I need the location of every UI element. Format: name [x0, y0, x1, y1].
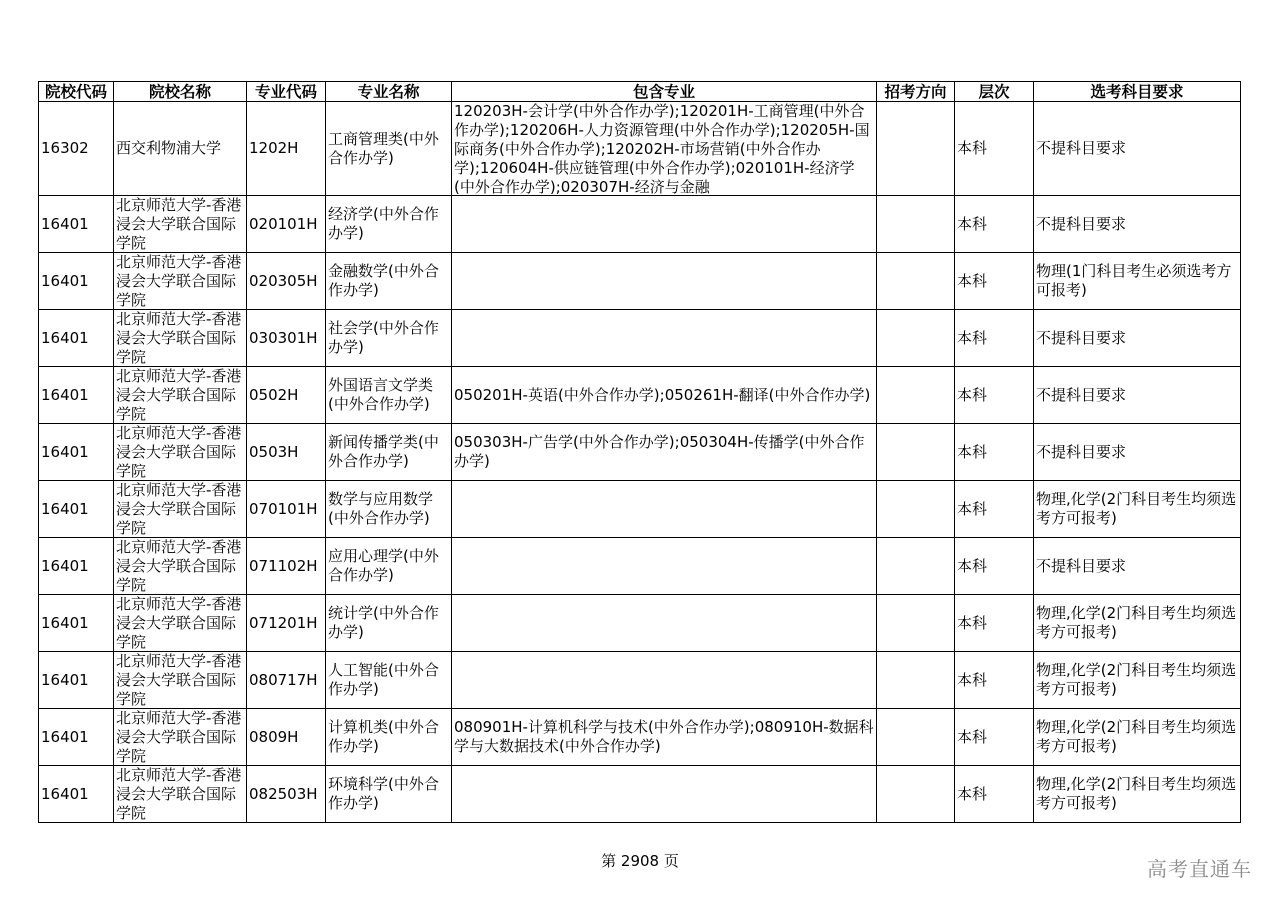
header-major-name: 专业名称 — [326, 82, 452, 102]
cell-school-code — [39, 102, 114, 196]
cell-major-code — [247, 196, 326, 253]
cell-text: 本科 — [957, 442, 988, 461]
cell-level — [955, 367, 1034, 424]
cell-text: 数学与应用数学(中外合作办学) — [328, 490, 434, 527]
cell-text: 北京师范大学-香港浸会大学联合国际学院 — [116, 538, 242, 594]
cell-text: 本科 — [957, 385, 988, 404]
cell-major-name — [326, 766, 452, 823]
cell-text: 本科 — [957, 271, 988, 290]
cell-major-code — [247, 253, 326, 310]
cell-includes — [452, 424, 877, 481]
header-level: 层次 — [955, 82, 1034, 102]
cell-major-name — [326, 481, 452, 538]
cell-level — [955, 481, 1034, 538]
cell-text: 西交利物浦大学 — [116, 139, 222, 157]
cell-direction — [877, 595, 955, 652]
cell-text: 北京师范大学-香港浸会大学联合国际学院 — [116, 595, 242, 651]
cell-includes — [452, 709, 877, 766]
cell-level — [955, 652, 1034, 709]
cell-text: 本科 — [957, 613, 988, 632]
cell-requirement — [1034, 310, 1241, 367]
cell-requirement — [1034, 196, 1241, 253]
table-row — [39, 481, 1241, 538]
cell-text: 计算机类(中外合作办学) — [328, 718, 439, 755]
cell-direction — [877, 481, 955, 538]
page-number: 第 2908 页 — [601, 852, 679, 870]
cell-text: 16401 — [41, 271, 89, 290]
cell-major-code — [247, 424, 326, 481]
table-row — [39, 367, 1241, 424]
cell-text: 物理(1门科目考生必须选考方可报考) — [1036, 262, 1232, 299]
header-direction: 招考方向 — [877, 82, 955, 102]
cell-major-name — [326, 367, 452, 424]
cell-text: 050303H-广告学(中外合作办学);050304H-传播学(中外合作办学) — [454, 433, 865, 470]
header-includes: 包含专业 — [452, 82, 877, 102]
cell-text: 北京师范大学-香港浸会大学联合国际学院 — [116, 652, 242, 708]
cell-school-code — [39, 367, 114, 424]
cell-requirement — [1034, 595, 1241, 652]
cell-text: 不提科目要求 — [1036, 556, 1127, 575]
cell-text: 北京师范大学-香港浸会大学联合国际学院 — [116, 481, 242, 537]
cell-direction — [877, 310, 955, 367]
cell-school-code — [39, 253, 114, 310]
cell-school-name — [114, 310, 247, 367]
cell-direction — [877, 367, 955, 424]
cell-major-name — [326, 196, 452, 253]
cell-text: 本科 — [957, 139, 988, 157]
cell-level — [955, 102, 1034, 196]
cell-level — [955, 595, 1034, 652]
admissions-table-container — [38, 81, 1240, 823]
cell-text: 050201H-英语(中外合作办学);050261H-翻译(中外合作办学) — [454, 385, 871, 404]
header-requirement: 选考科目要求 — [1034, 82, 1241, 102]
cell-text: 不提科目要求 — [1036, 385, 1127, 404]
cell-school-name — [114, 481, 247, 538]
admissions-table — [38, 81, 1241, 823]
cell-text: 新闻传播学类(中外合作办学) — [328, 433, 439, 470]
cell-requirement — [1034, 481, 1241, 538]
cell-text: 082503H — [249, 784, 318, 803]
cell-text: 物理,化学(2门科目考生均须选考方可报考) — [1036, 490, 1237, 527]
cell-includes — [452, 538, 877, 595]
cell-text: 0809H — [249, 727, 299, 746]
cell-direction — [877, 253, 955, 310]
cell-text: 工商管理类(中外合作办学) — [328, 129, 439, 167]
cell-direction — [877, 102, 955, 196]
cell-includes — [452, 652, 877, 709]
cell-school-code — [39, 310, 114, 367]
cell-text: 16302 — [41, 139, 89, 157]
cell-text: 16401 — [41, 784, 89, 803]
cell-text: 北京师范大学-香港浸会大学联合国际学院 — [116, 253, 242, 309]
cell-includes — [452, 196, 877, 253]
table-row — [39, 196, 1241, 253]
cell-requirement — [1034, 424, 1241, 481]
cell-requirement — [1034, 652, 1241, 709]
cell-school-name — [114, 424, 247, 481]
cell-level — [955, 538, 1034, 595]
cell-level — [955, 424, 1034, 481]
cell-major-code — [247, 766, 326, 823]
cell-school-name — [114, 102, 247, 196]
cell-includes — [452, 766, 877, 823]
cell-includes — [452, 595, 877, 652]
cell-text: 本科 — [957, 784, 988, 803]
cell-major-name — [326, 310, 452, 367]
cell-text: 本科 — [957, 499, 988, 518]
cell-requirement — [1034, 102, 1241, 196]
cell-school-code — [39, 196, 114, 253]
cell-school-name — [114, 709, 247, 766]
cell-school-name — [114, 595, 247, 652]
cell-direction — [877, 766, 955, 823]
cell-text: 080717H — [249, 670, 318, 689]
cell-level — [955, 709, 1034, 766]
cell-text: 120203H-会计学(中外合作办学);120201H-工商管理(中外合作办学);120206H-人力资源管理(中外合作办学);120205H-国际商务(中外合作办学);120202H-市场营销(中外合作办学);120604H-供应链管理(中外合作办学);020101H-经济学(中外合作办学);020307H-经济与金融 — [454, 102, 870, 195]
cell-school-code — [39, 709, 114, 766]
watermark-text: 高考直通车 — [1147, 857, 1252, 881]
cell-text: 071102H — [249, 556, 318, 575]
cell-school-code — [39, 481, 114, 538]
cell-requirement — [1034, 709, 1241, 766]
cell-major-code — [247, 481, 326, 538]
cell-text: 本科 — [957, 214, 988, 233]
header-major-code: 专业代码 — [247, 82, 326, 102]
header-row — [39, 82, 1241, 102]
cell-school-name — [114, 196, 247, 253]
cell-text: 统计学(中外合作办学) — [328, 604, 439, 641]
cell-includes — [452, 310, 877, 367]
cell-school-name — [114, 766, 247, 823]
cell-text: 16401 — [41, 442, 89, 461]
cell-requirement — [1034, 253, 1241, 310]
cell-includes — [452, 102, 877, 196]
cell-text: 020305H — [249, 271, 318, 290]
header-school-name: 院校名称 — [114, 82, 247, 102]
cell-school-code — [39, 766, 114, 823]
cell-text: 北京师范大学-香港浸会大学联合国际学院 — [116, 310, 242, 366]
cell-major-code — [247, 310, 326, 367]
cell-text: 本科 — [957, 556, 988, 575]
cell-text: 16401 — [41, 499, 89, 518]
cell-text: 北京师范大学-香港浸会大学联合国际学院 — [116, 367, 242, 423]
cell-major-name — [326, 595, 452, 652]
cell-text: 16401 — [41, 385, 89, 404]
cell-text: 0503H — [249, 442, 299, 461]
cell-text: 1202H — [249, 139, 299, 157]
cell-text: 16401 — [41, 613, 89, 632]
cell-text: 070101H — [249, 499, 318, 518]
cell-requirement — [1034, 367, 1241, 424]
table-row — [39, 102, 1241, 196]
table-row — [39, 253, 1241, 310]
cell-text: 环境科学(中外合作办学) — [328, 775, 439, 812]
cell-level — [955, 253, 1034, 310]
cell-direction — [877, 196, 955, 253]
cell-text: 16401 — [41, 670, 89, 689]
cell-school-code — [39, 595, 114, 652]
cell-text: 080901H-计算机科学与技术(中外合作办学);080910H-数据科学与大数据技术(中外合作办学) — [454, 718, 874, 755]
table-row — [39, 538, 1241, 595]
cell-text: 16401 — [41, 328, 89, 347]
cell-direction — [877, 652, 955, 709]
cell-school-name — [114, 367, 247, 424]
cell-text: 北京师范大学-香港浸会大学联合国际学院 — [116, 424, 242, 480]
cell-text: 本科 — [957, 727, 988, 746]
cell-text: 020101H — [249, 214, 318, 233]
cell-major-name — [326, 102, 452, 196]
cell-direction — [877, 709, 955, 766]
cell-text: 不提科目要求 — [1036, 442, 1127, 461]
cell-text: 本科 — [957, 328, 988, 347]
cell-level — [955, 310, 1034, 367]
cell-direction — [877, 538, 955, 595]
cell-includes — [452, 253, 877, 310]
header-school-code: 院校代码 — [39, 82, 114, 102]
cell-school-code — [39, 538, 114, 595]
cell-major-code — [247, 367, 326, 424]
cell-includes — [452, 367, 877, 424]
cell-level — [955, 196, 1034, 253]
table-row — [39, 424, 1241, 481]
cell-text: 不提科目要求 — [1036, 328, 1127, 347]
cell-text: 030301H — [249, 328, 318, 347]
cell-major-name — [326, 253, 452, 310]
table-row — [39, 709, 1241, 766]
cell-direction — [877, 424, 955, 481]
cell-major-code — [247, 595, 326, 652]
cell-requirement — [1034, 538, 1241, 595]
cell-major-code — [247, 102, 326, 196]
cell-text: 不提科目要求 — [1036, 139, 1127, 157]
cell-major-name — [326, 652, 452, 709]
cell-text: 应用心理学(中外合作办学) — [328, 547, 439, 584]
cell-major-code — [247, 709, 326, 766]
cell-text: 金融数学(中外合作办学) — [328, 262, 439, 299]
cell-text: 人工智能(中外合作办学) — [328, 661, 439, 698]
cell-includes — [452, 481, 877, 538]
cell-text: 经济学(中外合作办学) — [328, 205, 439, 242]
cell-text: 16401 — [41, 214, 89, 233]
cell-text: 本科 — [957, 670, 988, 689]
cell-text: 北京师范大学-香港浸会大学联合国际学院 — [116, 709, 242, 765]
cell-text: 社会学(中外合作办学) — [328, 319, 439, 356]
cell-requirement — [1034, 766, 1241, 823]
cell-text: 16401 — [41, 556, 89, 575]
cell-school-code — [39, 652, 114, 709]
cell-text: 0502H — [249, 385, 299, 404]
table-row — [39, 595, 1241, 652]
cell-text: 不提科目要求 — [1036, 214, 1127, 233]
cell-school-code — [39, 424, 114, 481]
table-row — [39, 310, 1241, 367]
cell-text: 16401 — [41, 727, 89, 746]
cell-text: 071201H — [249, 613, 318, 632]
cell-text: 物理,化学(2门科目考生均须选考方可报考) — [1036, 718, 1237, 755]
cell-text: 外国语言文学类(中外合作办学) — [328, 376, 434, 413]
cell-text: 物理,化学(2门科目考生均须选考方可报考) — [1036, 775, 1237, 812]
cell-major-name — [326, 424, 452, 481]
cell-major-code — [247, 538, 326, 595]
cell-school-name — [114, 538, 247, 595]
cell-text: 物理,化学(2门科目考生均须选考方可报考) — [1036, 661, 1237, 698]
cell-major-name — [326, 709, 452, 766]
table-row — [39, 652, 1241, 709]
cell-school-name — [114, 652, 247, 709]
cell-text: 北京师范大学-香港浸会大学联合国际学院 — [116, 766, 242, 822]
cell-major-name — [326, 538, 452, 595]
cell-text: 北京师范大学-香港浸会大学联合国际学院 — [116, 196, 242, 252]
cell-major-code — [247, 652, 326, 709]
table-row — [39, 766, 1241, 823]
cell-text: 物理,化学(2门科目考生均须选考方可报考) — [1036, 604, 1237, 641]
cell-school-name — [114, 253, 247, 310]
cell-level — [955, 766, 1034, 823]
